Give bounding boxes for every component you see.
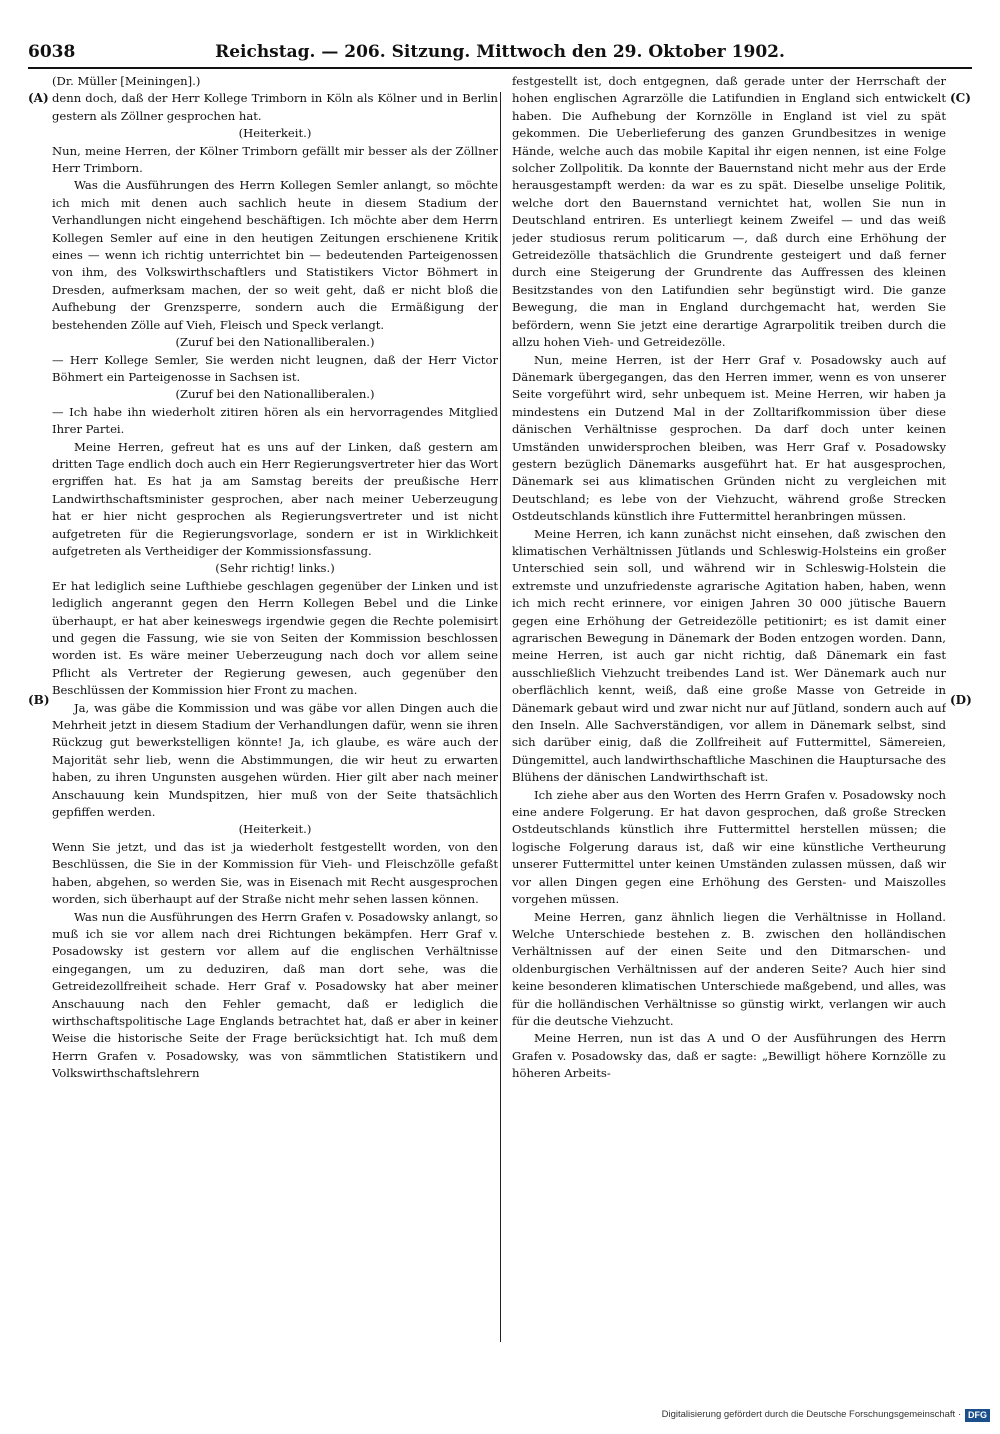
paragraph: Wenn Sie jetzt, und das ist ja wiederholt festgestellt worden, von den Beschlüssen, die Sie in der Kommission für Vieh- und Fleischzölle gefaßt haben, abgehen, so werden Sie, was in Eisenach mit Recht ausgesprochen worden, sich überhaupt auf der Straße nicht mehr sehen lassen können.: [52, 839, 498, 907]
header-rule: [28, 67, 972, 69]
margin-mark-d: (D): [950, 693, 972, 707]
page-header: [28, 38, 972, 66]
page-number: 6038: [28, 42, 76, 62]
interjection: (Heiterkeit.): [238, 822, 312, 837]
interjection: (Sehr richtig! links.): [215, 561, 335, 576]
interjection: (Heiterkeit.): [238, 126, 312, 141]
right-column: [512, 73, 946, 1363]
paragraph: Ich ziehe aber aus den Worten des Herrn Grafen v. Posadowsky noch eine andere Folgerung. Er hat davon gesprochen, daß große Strecken Ostdeutschlands künstlich ihre Futtermittel herstellen müssen; die logische Folgerung daraus ist, daß wir eine künstliche Vertheurung unserer Futtermittel unter keinen Umständen zulassen müssen, daß wir vor allen Dingen gegen eine Erhöhung des Gersten- und Maiszolles vorgehen müssen.: [512, 787, 946, 907]
credit-text: Digitalisierung gefördert durch die Deutsche Forschungsgemeinschaft ·: [661, 1409, 961, 1420]
paragraph: denn doch, daß der Herr Kollege Trimborn in Köln als Kölner und in Berlin gestern als Zöllner gesprochen hat.: [52, 91, 498, 123]
interjection: (Zuruf bei den Nationalliberalen.): [175, 335, 375, 350]
margin-mark-a: (A): [28, 91, 49, 105]
digitization-credit: [662, 1408, 990, 1422]
paragraph: Nun, meine Herren, der Kölner Trimborn gefällt mir besser als der Zöllner Herr Trimborn.: [52, 143, 498, 176]
paragraph: Meine Herren, gefreut hat es uns auf der Linken, daß gestern am dritten Tage endlich doch auch ein Herr Regierungsvertreter hier das Wort ergriffen hat. Es hat ja am Samstag bereits der preußische Herr Landwirthschaftsminister gesprochen, aber nach meiner Ueberzeugung hat er hier nicht gesprochen als Regierungsvertreter und ist nicht aufgetreten für die Regierungsvorlage, sondern er ist in Wirklichkeit aufgetreten als Vertheidiger der Kommissionsfassung.: [52, 439, 498, 558]
paragraph: Nun, meine Herren, ist der Herr Graf v. Posadowsky auch auf Dänemark übergegangen, das den Herren immer, wenn es von unserer Seite vorgeführt wird, sehr unbequem ist. Meine Herren, wir haben ja mindestens ein Dutzend Mal in der Zolltarifkommission über diese dänischen Verhältnisse gesprochen. Da darf doch unter keinen Umständen unwidersprochen bleiben, was Herr Graf v. Posadowsky gestern bezüglich Dänemarks ausgeführt hat. Er hat ausgesprochen, Dänemark sei aus klimatischen Gründen nicht zu vergleichen mit Deutschland; es lebe von der Viehzucht, während große Strecken Ostdeutschlands künstlich ihre Futtermittel heranbringen müssen.: [512, 352, 946, 524]
paragraph: — Herr Kollege Semler, Sie werden nicht leugnen, daß der Herr Victor Böhmert ein Parteigenosse in Sachsen ist.: [52, 352, 498, 384]
paragraph: Ja, was gäbe die Kommission und was gäbe vor allen Dingen auch die Mehrheit jetzt in diesem Stadium der Verhandlungen dafür, wenn sie ihren Rückzug gut bewerkstelligen könnte! Ja, ich glaube, es wäre auch der Majorität sehr lieb, wenn die Abstimmungen, die wir heut zu erwarten haben, zu ihren Ungunsten ausgehen würden. Hier gilt aber nach meiner Anschauung kein Mundspitzen, hier muß von der Seite thatsächlich gepfiffen werden.: [52, 700, 498, 820]
column-divider: [500, 92, 501, 1342]
dfg-logo: DFG: [965, 1409, 990, 1422]
left-column: [52, 73, 498, 1363]
paragraph: Er hat lediglich seine Lufthiebe geschlagen gegenüber der Linken und ist lediglich angerannt gegen den Herrn Kollegen Bebel und die Linke überhaupt, er hat aber keineswegs irgendwie gegen die Rechte polemisirt und gegen die Fassung, wie sie von Seiten der Kommission beschlossen worden ist. Es wäre meiner Ueberzeugung nach doch vor allem seine Pflicht als Vertreter der Regierung gewesen, auch gegenüber den Beschlüssen der Kommission hier Front zu machen.: [52, 578, 498, 698]
margin-mark-c: (C): [950, 91, 971, 105]
paragraph: Was die Ausführungen des Herrn Kollegen Semler anlangt, so möchte ich mich mit denen auch sachlich heute in diesem Stadium der Verhandlungen nicht eingehend beschäftigen. Ich möchte aber dem Herrn Kollegen Semler auf eine in den heutigen Zeitungen erschienene Kritik eines — wenn ich richtig unterrichtet bin — bedeutenden Parteigenossen von ihm, des Volkswirthschaftlers und Statistikers Victor Böhmert in Dresden, aufmerksam machen, der so weit geht, daß er nicht bloß die Aufhebung der Grenzsperre, sondern auch die Ermäßigung der bestehenden Zölle auf Vieh, Fleisch und Speck verlangt.: [52, 178, 498, 332]
paragraph: Was nun die Ausführungen des Herrn Grafen v. Posadowsky anlangt, so muß ich sie vor allem nach drei Richtungen bekämpfen. Herr Graf v. Posadowsky ist gestern vor allem auf die englischen Verhältnisse eingegangen, um zu deduziren, daß man dort sehe, was die Getreidezollfreiheit schade. Herr Graf v. Posadowsky hat aber meiner Anschauung nach den Fehler gemacht, daß er lediglich die wirthschaftspolitische Lage Englands betrachtet hat, daß er aber in keiner Weise die historische Seite der Frage berücksichtigt hat. Ich muß dem Herrn Grafen v. Posadowsky, was von sämmtlichen Statistikern und Volkswirthschaftslehrern: [52, 909, 498, 1081]
paragraph: Meine Herren, ganz ähnlich liegen die Verhältnisse in Holland. Welche Unterschiede bestehen z. B. zwischen den holländischen Verhältnissen auf der einen Seite und den Ditmarschen- und oldenburgischen Verhältnissen auf der anderen Seite? Auch hier sind keine besonderen klimatischen Unterschiede maßgebend, und alles, was für die holländischen Verhältnisse so günstig wirkt, verlangen wir auch für die deutsche Viehzucht.: [512, 909, 946, 1028]
paragraph: Meine Herren, nun ist das A und O der Ausführungen des Herrn Grafen v. Posadowsky das, daß er sagte: „Bewilligt höhere Kornzölle zu höheren Arbeits-: [512, 1031, 946, 1081]
speaker-line: (Dr. Müller [Meiningen].): [52, 74, 201, 88]
paragraph: — Ich habe ihn wiederholt zitiren hören als ein hervorragendes Mitglied Ihrer Partei.: [52, 404, 498, 437]
paragraph: festgestellt ist, doch entgegnen, daß gerade unter der Herrschaft der hohen englischen Agrarzölle die Latifundien in England sich entwickelt haben. Die Aufhebung der Kornzölle in England ist viel zu spät gekommen. Die Ueberlieferung des ganzen Grundbesitzes in wenige Hände, welche auch das mobile Kapital ihr eigen nennen, ist eine Folge solcher Zollpolitik. Da konnte der Bauernstand nicht mehr aus der Erde herausgestampft werden: da war es zu spät. Dieselbe unselige Politik, welche dort den Bauernstand vernichtet hat, wollen Sie nun in Deutschland entriren. Es unterliegt keinem Zweifel — und das weiß jeder studiosus rerum politicarum —, daß durch eine Erhöhung der Getreidezölle thatsächlich die Grundrente gesteigert und daß ferner durch eine Steigerung der Grundrente das Auffressen des kleinen Besitzstandes von den Latifundien sehr begünstigt wird. Die ganze Bewegung, die man in England durchgemacht hat, werden Sie befördern, wenn Sie jetzt eine derartige Agrarpolitik treiben durch die allzu hohen Vieh- und Getreidezölle.: [512, 74, 946, 350]
margin-mark-b: (B): [28, 693, 50, 707]
interjection: (Zuruf bei den Nationalliberalen.): [175, 387, 375, 402]
running-title: Reichstag. — 206. Sitzung. Mittwoch den 29. Oktober 1902.: [215, 42, 785, 62]
paragraph: Meine Herren, ich kann zunächst nicht einsehen, daß zwischen den klimatischen Verhältnissen Jütlands und Schleswig-Holsteins ein großer Unterschied sein soll, und während wir in Schleswig-Holstein die extremste und unzufriedenste agrarische Agitation haben, haben, wenn ich mich recht erinnere, vor einigen Jahren 30 000 jütische Bauern gegen eine Erhöhung der Getreidezölle petitionirt; es ist damit einer agrarischen Bewegung in Dänemark der Boden entzogen worden. Dann, meine Herren, ist auch gar nicht richtig, daß Dänemark ein fast ausschließlich Viehzucht treibendes Land ist. Wer Dänemark auch nur oberflächlich kennt, weiß, daß eine große Masse von Getreide in Dänemark gebaut wird und zwar nicht nur auf Jütland, sondern auch auf den Inseln. Alle Sachverständigen, vor allem in Dänemark selbst, sind sich darüber einig, daß die Zollfreiheit auf Futtermittel, Sämereien, Düngemittel, auch landwirthschaftliche Maschinen die Hauptursache des Blühens der dänischen Landwirthschaft ist.: [512, 526, 946, 785]
